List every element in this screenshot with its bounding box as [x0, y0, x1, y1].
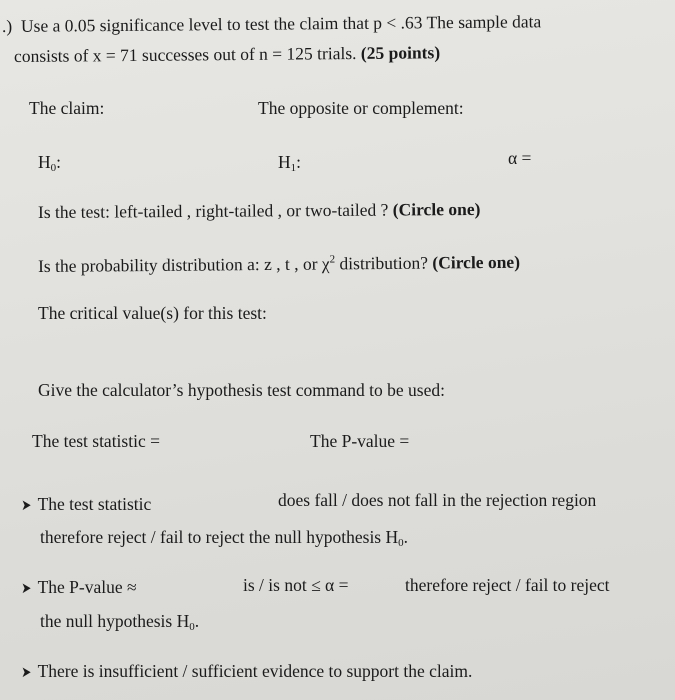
opposite-label: The opposite or complement:: [258, 98, 464, 118]
arrow-bullet-icon: ➤: [21, 581, 32, 597]
alpha-comparison-choice: is / is not ≤ α =: [243, 575, 349, 595]
question-number: .): [1, 15, 13, 36]
claim-label: The claim:: [29, 98, 105, 118]
conclusion-evidence: ➤ There is insufficient / sufficient evidence to support the claim.: [21, 661, 473, 681]
conclusion-test-statistic: ➤ The test statistic: [21, 494, 152, 514]
calculator-command-label: Give the calculator’s hypothesis test command to be used:: [38, 380, 445, 400]
arrow-bullet-icon: ➤: [21, 498, 32, 514]
h1-label: $H_1$:: [278, 152, 302, 174]
circle-one-instruction: (Circle one): [392, 198, 481, 220]
reject-choice-line-1: therefore reject / fail to reject the null hypothesis $H_0$.: [40, 527, 409, 549]
reject-choice-2: therefore reject / fail to reject: [405, 575, 610, 595]
alpha-label: α =: [508, 148, 532, 168]
distribution-question: Is the probability distribution a: z , t , or $\chi^2$ distribution? (Circle one): [37, 251, 521, 276]
h0-label: $H_0$:: [38, 152, 62, 174]
test-statistic-label: The test statistic =: [32, 431, 160, 451]
question-text: Use a 0.05 significance level to test the claim that p < .63 The sample data: [20, 11, 542, 36]
circle-one-instruction-2: (Circle one): [432, 251, 521, 273]
question-points: (25 points): [360, 42, 441, 63]
conclusion-p-value: ➤ The P-value ≈: [21, 577, 137, 597]
arrow-bullet-icon: ➤: [21, 665, 32, 681]
rejection-region-choice: does fall / does not fall in the rejection region: [278, 490, 597, 510]
null-hypothesis-line: the null hypothesis $H_0$.: [40, 611, 200, 633]
question-line-2: [14, 42, 440, 66]
question-sample-text: consists of x = 71 successes out of n = 125 trials.: [13, 43, 357, 66]
p-value-label: The P-value =: [310, 431, 410, 451]
critical-value-label: The critical value(s) for this test:: [38, 303, 267, 323]
question-line-1: [2, 11, 541, 36]
tail-question: Is the test: left-tailed , right-tailed , or two-tailed ? (Circle one): [37, 198, 481, 222]
